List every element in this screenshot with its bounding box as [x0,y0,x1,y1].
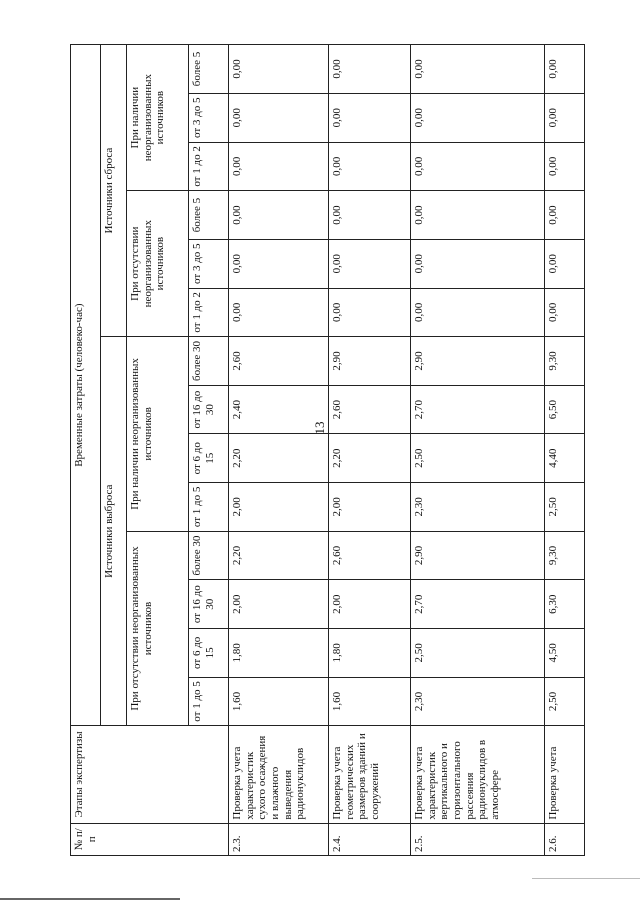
range-header: от 1 до 5 [189,677,229,726]
table-cell: 0,00 [411,93,545,142]
table-cell: 0,00 [411,191,545,240]
table-cell: 0,00 [329,45,411,94]
scan-artifact-edge [0,898,180,900]
table-cell: 9,30 [545,337,585,386]
page-number: 13 [312,421,327,435]
rotated-table-wrapper [70,44,584,856]
range-header: более 5 [189,191,229,240]
header-stage: Этапы экспертизы [71,726,229,823]
table-cell: 0,00 [411,45,545,94]
rotated-table-frame [70,44,584,856]
table-cell: 2,30 [411,483,545,532]
table-cell: 0,00 [329,191,411,240]
row-number: 2.5. [411,823,545,855]
range-header: более 30 [189,531,229,580]
table-cell: 0,00 [329,142,411,191]
table-cell: 1,80 [329,629,411,678]
range-header: от 6 до 15 [189,629,229,678]
table-row [229,45,329,856]
table-cell: 2,20 [329,434,411,483]
table-cell: 2,90 [411,531,545,580]
table-cell: 0,00 [229,93,329,142]
range-header: более 5 [189,45,229,94]
header-discharge-present: При наличии неорганизованных источников [127,45,189,191]
table-cell: 2,00 [329,483,411,532]
table-cell: 0,00 [545,288,585,337]
header-emission-absent: При отсутствии неорганизованных источников [127,531,189,726]
table-cell: 1,80 [229,629,329,678]
table-cell: 0,00 [545,45,585,94]
table-cell: 2,70 [411,580,545,629]
table-cell: 2,40 [229,385,329,434]
row-number: 2.6. [545,823,585,855]
table-cell: 6,50 [545,385,585,434]
table-cell: 0,00 [545,93,585,142]
table-cell: 6,30 [545,580,585,629]
table-cell: 2,50 [411,629,545,678]
table-cell: 2,00 [229,580,329,629]
table-cell: 0,00 [411,239,545,288]
table-cell: 2,50 [411,434,545,483]
header-time: Временные затраты (человеко-час) [71,45,101,726]
table-cell: 0,00 [229,288,329,337]
range-header: от 1 до 2 [189,142,229,191]
header-discharge-absent: При отсутствии неорганизованных источников [127,191,189,337]
table-cell: 0,00 [229,142,329,191]
table-cell: 4,50 [545,629,585,678]
table-cell: 2,00 [229,483,329,532]
table-cell: 0,00 [411,288,545,337]
table-cell: 2,60 [229,337,329,386]
range-header: от 3 до 5 [189,239,229,288]
table-cell: 9,30 [545,531,585,580]
table-cell: 0,00 [329,239,411,288]
table-row [329,45,411,856]
table-cell: 1,60 [329,677,411,726]
table-cell: 2,60 [329,385,411,434]
table-cell: 2,20 [229,531,329,580]
row-stage: Проверка учета характеристик вертикального и горизонтального рассеяния радионуклидов в атмосфере [411,726,545,823]
table-cell: 2,50 [545,677,585,726]
table-cell: 2,90 [411,337,545,386]
table-cell: 2,00 [329,580,411,629]
row-number: 2.4. [329,823,411,855]
range-header: от 3 до 5 [189,93,229,142]
table-cell: 0,00 [329,288,411,337]
row-stage: Проверка учета характеристик сухого осаждения и влажного выведения радионуклидов [229,726,329,823]
range-header: от 16 до 30 [189,385,229,434]
table-cell: 0,00 [229,191,329,240]
table-cell: 0,00 [229,45,329,94]
time-cost-table [70,44,585,856]
table-cell: 2,50 [545,483,585,532]
table-cell: 4,40 [545,434,585,483]
table-cell: 0,00 [545,239,585,288]
table-cell: 2,30 [411,677,545,726]
row-stage: Проверка учета [545,726,585,823]
table-cell: 2,70 [411,385,545,434]
range-header: от 16 до 30 [189,580,229,629]
header-emission: Источники выброса [101,337,127,726]
table-cell: 0,00 [411,142,545,191]
table-cell: 0,00 [329,93,411,142]
header-discharge: Источники сброса [101,45,127,337]
scan-artifact-line [532,878,640,879]
table-cell: 2,90 [329,337,411,386]
range-header: более 30 [189,337,229,386]
table-cell: 0,00 [545,191,585,240]
range-header: от 6 до 15 [189,434,229,483]
table-cell: 0,00 [545,142,585,191]
range-header: от 1 до 2 [189,288,229,337]
row-stage: Проверка учета геометрических размеров зданий и сооружений [329,726,411,823]
range-header: от 1 до 5 [189,483,229,532]
table-cell: 1,60 [229,677,329,726]
table-cell: 2,60 [329,531,411,580]
table-row [545,45,585,856]
row-number: 2.3. [229,823,329,855]
table-row [411,45,545,856]
table-cell: 0,00 [229,239,329,288]
header-emission-present: При наличии неорганизованных источников [127,337,189,532]
table-cell: 2,20 [229,434,329,483]
header-num: № п/п [71,823,229,855]
